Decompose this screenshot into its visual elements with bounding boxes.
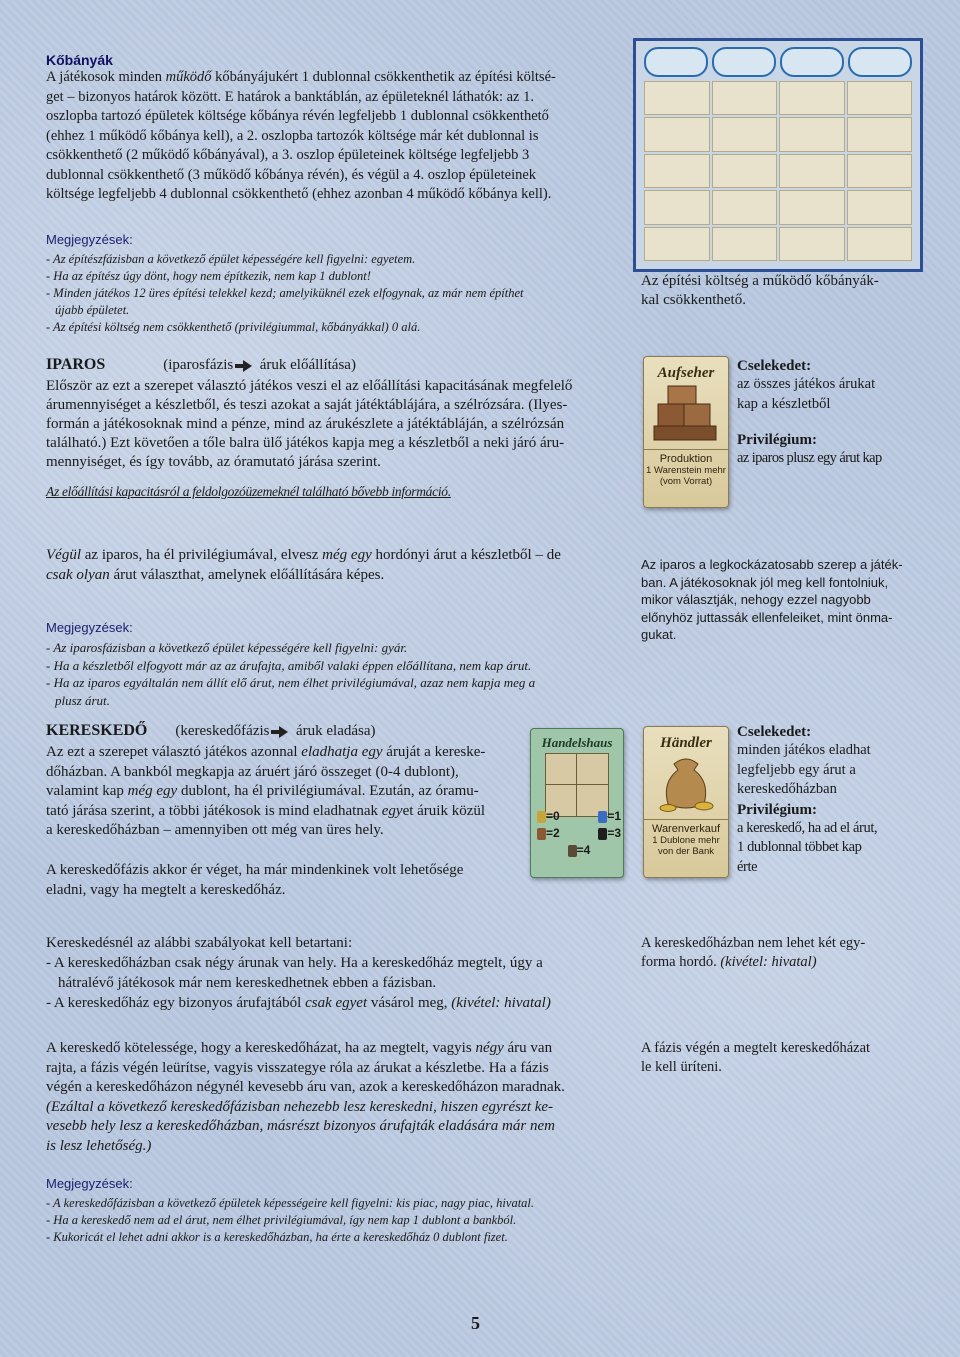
- trader-header: [46, 722, 606, 740]
- building-cell: [847, 190, 913, 224]
- note-line: - Ha a kereskedő nem ad el árut, nem élhet privilégiumával, így nem kap 1 dublont a bankból.: [46, 1213, 517, 1227]
- note-line: - Az építészfázisban a következő épület képességére kell figyelni: egyetem.: [46, 252, 416, 266]
- money-bag-icon: [644, 752, 728, 814]
- trading-house-tile: [530, 728, 624, 878]
- crates-icon: [644, 382, 728, 444]
- quarry-section: [46, 52, 626, 205]
- building-cell: [779, 117, 845, 151]
- building-cell: [779, 154, 845, 188]
- barrel-icon: =3: [598, 826, 621, 840]
- building-cell: [712, 154, 778, 188]
- building-cell: [779, 190, 845, 224]
- goods-slots: [545, 753, 609, 817]
- arrow-right-icon: [279, 726, 288, 738]
- craftsman-action: Cselekedet: az összes játékos árukat kap a készletből Privilégium: az iparos plusz egy árut kap: [737, 358, 937, 469]
- building-cell: [644, 227, 710, 261]
- craftsman-text-2: Végül az iparos, ha él privilégiumával, elvesz még egy hordónyi árut a készletből – de csak olyan árut választhat, amelynek előállítására képes.: [46, 547, 561, 583]
- building-cell: [644, 190, 710, 224]
- trader-duty-text: A kereskedő kötelessége, hogy a kereskedőházat, ha az megtelt, vagyis négy áru van rajta, a fázis végén leürítse, vagyis visszategye róla az árukat a készletbe. Ha a fázis végén a kereskedőházon négynél kevesebb áru van, azok a kereskedőházon maradnak. (Ezáltal a következő kereskedőfázisban nehezebb lesz kereskedni, hiszen egyrészt ke- vesebb hely lesz a kereskedőházban, másrészt bizonyos árufajták eladására már nem is lesz lehetőség.): [46, 1040, 565, 1154]
- action-title: Cselekedet:: [737, 724, 812, 740]
- building-cell: [847, 154, 913, 188]
- tile-title: Handelshaus: [541, 735, 613, 750]
- trader-action: Cselekedet: minden játékos eladhat legfeljebb egy árut a kereskedőházban Privilégium: a kereskedő, ha ad el árut, 1 dublonnal többet kap érte: [737, 724, 947, 877]
- building-cell: [712, 117, 778, 151]
- craftsman-text: Először az ezt a szerepet választó játékos veszi el az előállítási kapacitásának megfelelő árumennyiséget a készletből, és teszi azokat a saját játéktáblájára, a szélrózsára. (Ilyes- formán a játékosoknak mind a pénze, mind az árukészlete a játéktábláján, a szélrózsán található.) Ezt követően a tőle balra ülő játékos kapja meg a készletből a neki járó áru- mennyiséget, és így tovább, az óramutató járása szerint.: [46, 378, 573, 470]
- privilege-title: Privilégium:: [737, 432, 817, 448]
- trader-phase: (kereskedőfázis áruk eladása): [175, 723, 376, 739]
- note-line: újabb épületet.: [55, 303, 130, 317]
- trader-role-card: Händler Warenverkauf 1 Dublone mehr von der Bank: [643, 726, 729, 878]
- trader-title: KERESKEDŐ: [46, 722, 148, 739]
- trader-side-note: A kereskedőházban nem lehet két egy- forma hordó. (kivétel: hivatal): [641, 935, 866, 970]
- trader-side-note-2: A fázis végén a megtelt kereskedőházat le kell üríteni.: [641, 1040, 871, 1075]
- note-line: - Ha a készletből elfogyott már az az árufajta, amiből valaki éppen előállítana, nem kap árut.: [46, 657, 532, 673]
- note-line: - Az iparosfázisban a következő épület képességére kell figyelni: gyár.: [46, 640, 408, 655]
- building-cell: [847, 117, 913, 151]
- quarry-token-slot: [780, 47, 844, 77]
- building-cell: [712, 81, 778, 115]
- barrel-icon: =0: [537, 809, 560, 823]
- note-line: - Ha az iparos egyáltalán nem állít elő árut, nem élhet privilégiumával, azaz nem kapja meg a: [46, 675, 536, 690]
- trader-notes: [46, 1176, 646, 1246]
- trader-text-2: A kereskedőfázis akkor ér véget, ha már mindenkinek volt lehetősége eladni, vagy ha megtelt a kereskedőház.: [46, 862, 464, 898]
- building-cell: [847, 81, 913, 115]
- privilege-title: Privilégium:: [737, 801, 817, 818]
- bank-board-image: [633, 38, 923, 272]
- barrel-icon: =1: [598, 809, 621, 823]
- building-cell: [712, 227, 778, 261]
- note-line: - A kereskedőfázisban a következő épületek képességeire kell figyelni: kis piac, nagy piac, hivatal.: [46, 1196, 535, 1210]
- craftsman-side-note: Az iparos a legkockázatosabb szerep a játék- ban. A játékosoknak jól meg kell fontolniuk, mikor választják, nehogy ezzel nagyobb előnyhöz juttassák ellenfeleiket, mint önma- gukat.: [641, 557, 903, 642]
- note-line: - Ha az építész úgy dönt, hogy nem építkezik, nem kap 1 dublont!: [46, 269, 371, 283]
- arrow-right-icon: [243, 360, 252, 372]
- note-line: - Kukoricát el lehet adni akkor is a kereskedőházban, ha érte a kereskedőház 0 dublont fizet.: [46, 1230, 508, 1244]
- action-title: Cselekedet:: [737, 358, 812, 374]
- trader-text: Az ezt a szerepet választó játékos azonnal eladhatja egy áruját a kereske- dőházban. A bankból megkapja az áruért járó összeget (0-4 dublont), valamint kap még egy dublont, ha él privilégiumával. Ezután, az óramu- tató járása szerint, a többi játékosok is mind eladhatnak egyet áruik közül a kereskedőházban – amennyiben ott még van üres hely.: [46, 744, 486, 838]
- building-cell: [779, 227, 845, 261]
- quarry-title: Kőbányák: [46, 52, 113, 68]
- quarry-token-slot: [644, 47, 708, 77]
- building-cell: [712, 190, 778, 224]
- craftsman-title: IPAROS: [46, 356, 106, 373]
- craftsman-notes-title: Megjegyzések:: [46, 620, 133, 635]
- note-line: - Minden játékos 12 üres építési telekkel kezd; amelyiküknél ezek elfogynak, az már nem építhet: [46, 286, 524, 300]
- craftsman-notes: [46, 620, 636, 709]
- quarry-token-slot: [848, 47, 912, 77]
- craftsman-header: [46, 356, 636, 374]
- barrel-icon: =2: [537, 826, 560, 840]
- barrel-icon: =4: [568, 843, 591, 857]
- quarry-text: A játékosok minden működő kőbányájukért 1 dublonnal csökkenthetik az építési költsé- get – bizonyos határok között. E határok a banktáblán, az épületeknél láthatók: az 1. oszlopba tartozó épületek költsége kőbánya révén legfeljebb 1 dublonnal csökkenthető (ehhez 1 működő kőbánya kell), a 2. oszlopba tartozók költsége már két dublonnal is csökkenthető (2 működő kőbányával), a 3. oszlop épületeinek költsége legfeljebb 3 dublonnal csökkenthető (3 működő kőbánya révén), és végül a 4. oszlop épületeinek költsége legfeljebb 4 dublonnal csökkenthető (ehhez azonban 4 működő kőbánya kell).: [46, 69, 556, 202]
- quarry-notes-title: Megjegyzések:: [46, 232, 133, 247]
- trader-notes-title: Megjegyzések:: [46, 1176, 133, 1191]
- note-line: - Az építési költség nem csökkenthető (privilégiummal, kőbányákkal) 0 alá.: [46, 320, 421, 334]
- page-number: 5: [471, 1313, 480, 1333]
- craftsman-phase: (iparosfázis áruk előállítása): [163, 357, 356, 373]
- craftsman-info: Az előállítási kapacitásról a feldolgozóüzemeknél található bővebb információ.: [46, 484, 451, 499]
- building-cell: [644, 154, 710, 188]
- quarry-notes: [46, 232, 626, 336]
- overseer-role-card: Aufseher Produktion 1 Warenstein mehr (vom Vorrat): [643, 356, 729, 508]
- note-line: plusz árut.: [55, 692, 110, 708]
- quarry-token-slot: [712, 47, 776, 77]
- building-cell: [644, 117, 710, 151]
- trading-rules: Kereskedésnél az alábbi szabályokat kell betartani: - A kereskedőházban csak négy árunak van hely. Ha a kereskedőház megtelt, úgy a hátralévő játékosok már nem kereskedhetnek ebben a fázisban. - A kereskedőház egy bizonyos árufajtából csak egyet vásárol meg, (kivétel: hivatal): [46, 935, 551, 1011]
- card-title: Aufseher: [657, 365, 715, 381]
- quarry-side-note: Az építési költség a működő kőbányák- kal csökkenthető.: [641, 273, 879, 308]
- building-cell: [847, 227, 913, 261]
- building-cell: [779, 81, 845, 115]
- building-cell: [644, 81, 710, 115]
- card-title: Händler: [660, 735, 712, 751]
